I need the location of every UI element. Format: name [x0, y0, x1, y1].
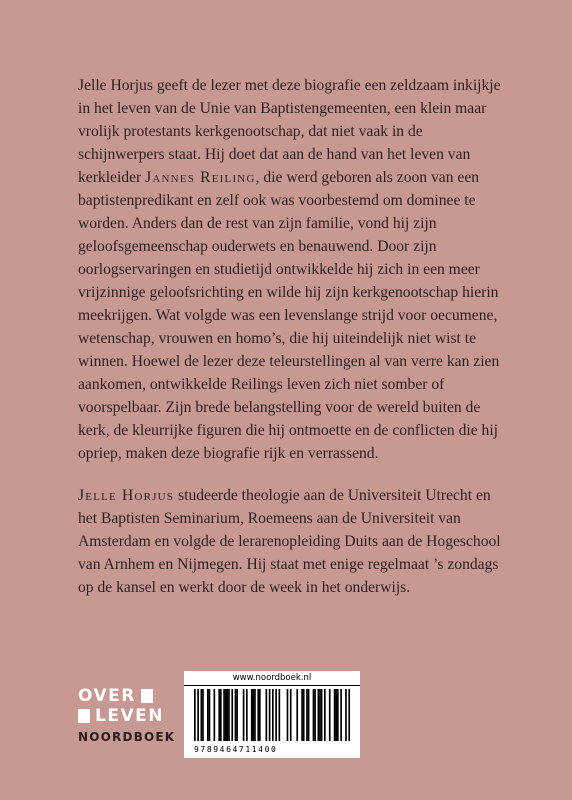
blurb-text-part1: Jelle Horjus geeft de lezer met deze biografie een zeldzaam inkijkje in het leven van de Unie van Baptistengemeenten, een klein maar vrolijk protestants kerkgenootschap, dat niet vaak in de schijnwerpers staat. Hij doet dat aan de hand van het leven van kerkleider: [78, 77, 501, 186]
author-name: Jelle Horjus: [78, 487, 175, 504]
barcode-bar: [194, 689, 196, 741]
barcode-bar: [259, 689, 261, 741]
barcode-bar: [279, 689, 281, 741]
barcode-bar: [209, 689, 211, 741]
barcode-bar: [313, 689, 315, 741]
barcode-bar: [257, 689, 259, 741]
barcode-bar: [334, 689, 336, 741]
logo-word-leven: LEVEN: [95, 706, 164, 726]
barcode-bar: [303, 689, 305, 741]
barcode-bar: [253, 689, 255, 741]
publisher-logo: [78, 686, 174, 744]
barcode-bar: [340, 689, 342, 741]
barcode-bar: [251, 689, 253, 741]
barcode-bar: [214, 689, 216, 741]
barcode-bar: [348, 689, 350, 741]
barcode-bar: [235, 689, 237, 741]
publisher-name: NOORDBOEK: [78, 730, 176, 744]
barcode-bar: [227, 689, 229, 741]
logo-word-over: OVER: [78, 686, 136, 706]
barcode-bar: [243, 689, 245, 741]
barcode-bar: [308, 689, 310, 741]
author-bio: [78, 484, 508, 599]
logo-block-shape: [141, 689, 153, 703]
isbn-barcode: [184, 671, 360, 758]
barcode-bar: [197, 689, 199, 741]
barcode-bar: [314, 689, 316, 741]
barcode-bar: [231, 689, 233, 741]
barcode-bar: [335, 689, 337, 741]
barcode-bar: [287, 689, 289, 741]
barcode-bar: [223, 689, 225, 741]
barcode-bar: [329, 689, 331, 741]
isbn-digits: 9789464711400: [194, 745, 278, 754]
logo-row-leven: [78, 706, 174, 726]
barcode-bar: [272, 689, 274, 741]
barcode-bar: [207, 689, 209, 741]
logo-block-shape: [78, 709, 90, 723]
barcode-bar: [337, 689, 339, 741]
barcode-bar: [254, 689, 256, 741]
barcode-bar: [202, 689, 204, 741]
barcode-bar: [246, 689, 248, 741]
barcode-bars: [194, 689, 350, 741]
barcode-bar: [318, 689, 320, 741]
barcode-bar: [306, 689, 308, 741]
barcode-bar: [269, 689, 271, 741]
barcode-bar: [220, 689, 222, 741]
barcode-bar: [345, 689, 347, 741]
barcode-bar: [301, 689, 303, 741]
barcode-bar: [236, 689, 238, 741]
barcode-bar: [228, 689, 230, 741]
barcode-bar: [319, 689, 321, 741]
barcode-bar: [201, 689, 203, 741]
barcode-bar: [225, 689, 227, 741]
back-cover-blurb: [78, 74, 508, 465]
blurb-text-part2: , die werd geboren als zoon van een baptistenpredikant en zelf ook was voorbestemd om dominee te worden. Anders dan de rest van zijn familie, vond hij zijn geloofsgemeenschap ouderwets en benauwend. Door zijn oorlogservaringen en studietijd ontwikkelde hij zich in een meer vrijzinnige geloofsrichting en wilde hij zijn kerkgenootschap hierin meekrijgen. Wat volgde was een levenslange strijd voor oecumene, wetenschap, vrouwen en homo’s, die hij uiteindelijk niet wist te winnen. Hoewel de lezer deze teleurstellingen al van verre kan zien aankomen, ontwikkelde Reilings leven zich niet somber of voorspelbaar. Zijn brede belangstelling voor de wereld buiten de kerk, de kleurrijke figuren die hij ontmoette en de conflicten die hij opriep, maken deze biografie rijk en verrassend.: [78, 169, 500, 462]
blurb-subject-name: Jannes Reiling: [145, 169, 256, 186]
barcode-bar: [296, 689, 298, 741]
publisher-url: www.noordboek.nl: [184, 671, 360, 686]
barcode-bar: [275, 689, 277, 741]
barcode-bar: [266, 689, 268, 741]
barcode-bar: [324, 689, 326, 741]
barcode-bar: [321, 689, 323, 741]
logo-row-over: [78, 686, 174, 706]
author-bio-text: studeerde theologie aan de Universiteit Utrecht en het Baptisten Seminarium, Roemeens aan de Universiteit van Amsterdam en volgde de lerarenopleiding Duits aan de Hogeschool van Arnhem en Nijmegen. Hij staat met enige regelmaat ’s zondags op de kansel en werkt door de week in het onderwijs.: [78, 487, 501, 596]
barcode-bar: [290, 689, 292, 741]
barcode-bar: [218, 689, 220, 741]
